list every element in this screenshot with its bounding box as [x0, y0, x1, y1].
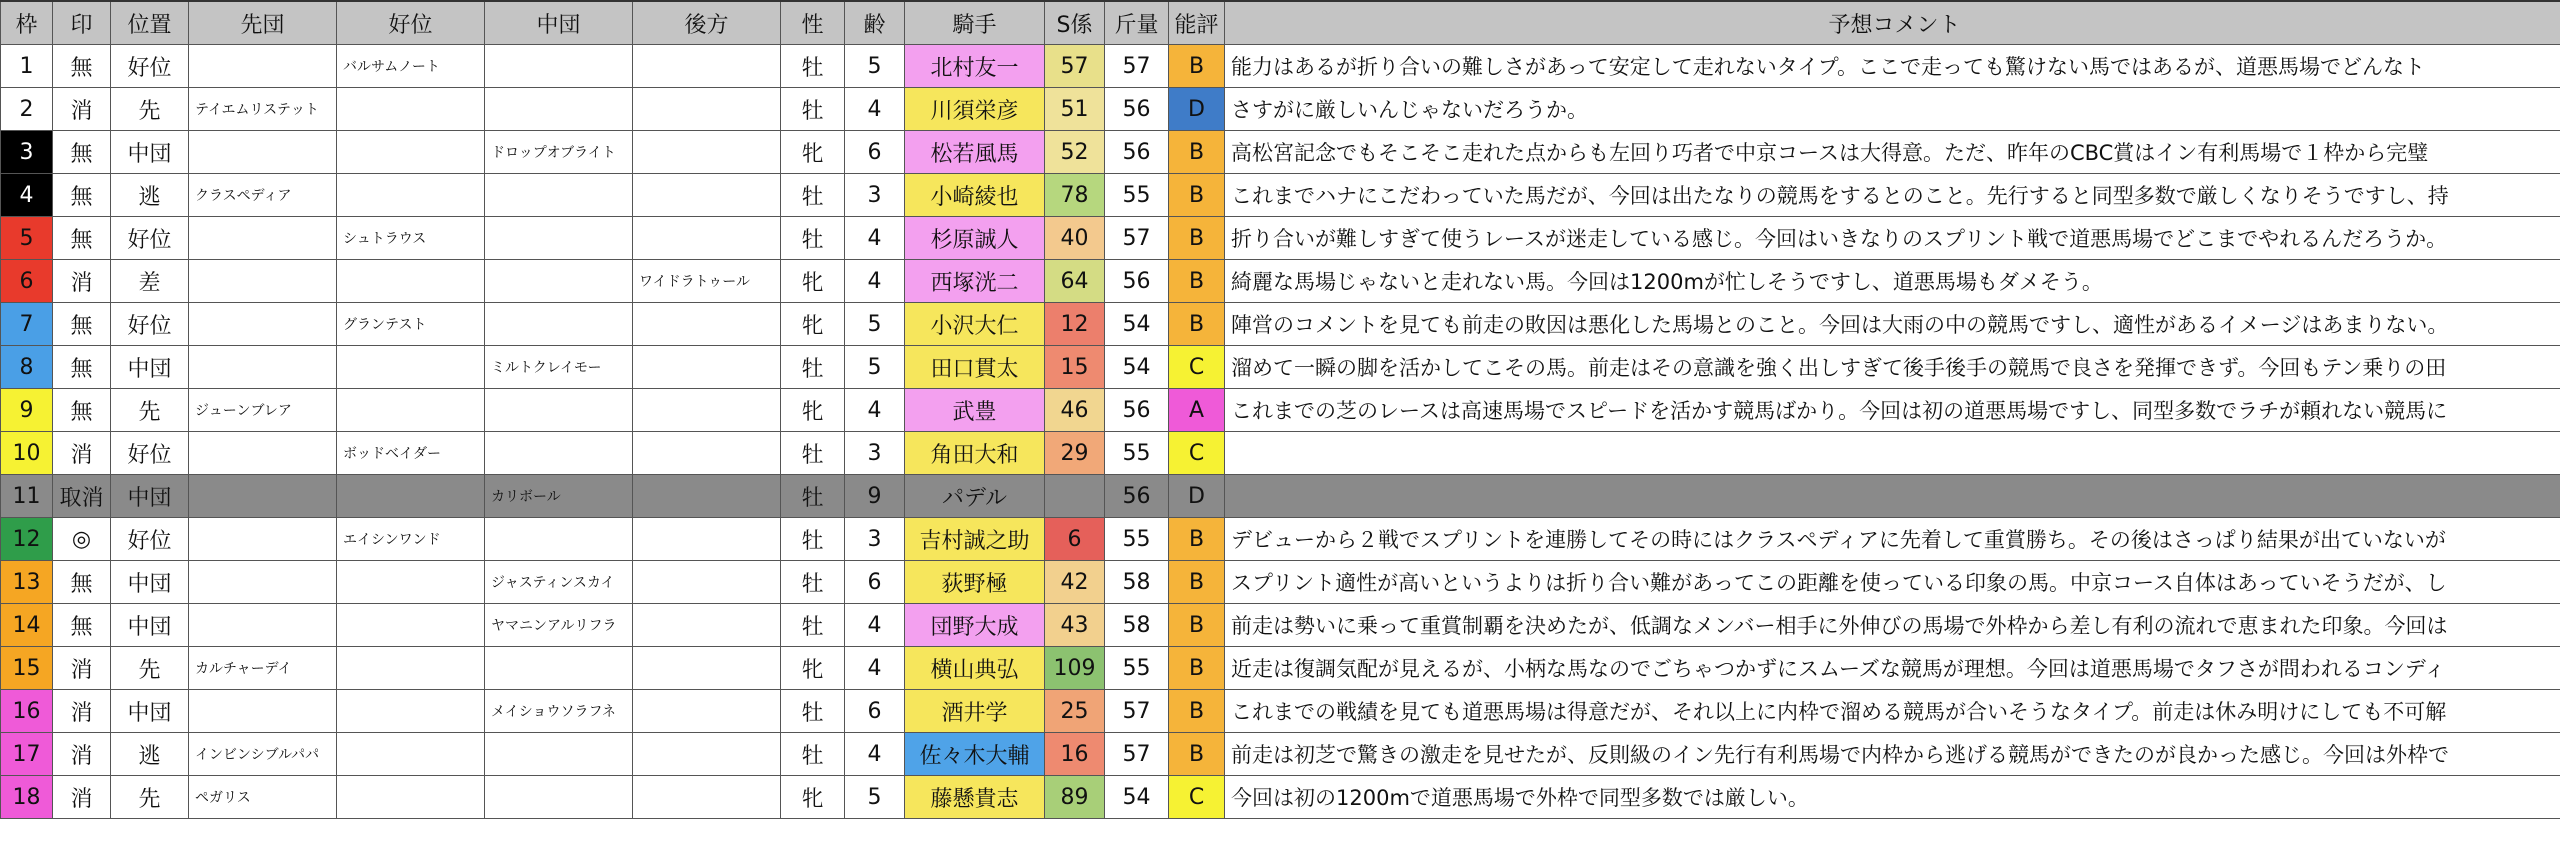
cell-position[interactable]: 逃 [111, 174, 189, 217]
cell-comment[interactable]: スプリント適性が高いというよりは折り合い難があってこの距離を使っている印象の馬。中京コース自体はあっていそうだが、し [1225, 561, 2560, 604]
cell-chudan[interactable] [485, 88, 633, 131]
cell-weight[interactable]: 55 [1105, 432, 1169, 475]
cell-jockey[interactable]: 西塚洸二 [905, 260, 1045, 303]
cell-weight[interactable]: 56 [1105, 131, 1169, 174]
cell-waku[interactable]: 9 [1, 389, 53, 432]
cell-waku[interactable]: 1 [1, 45, 53, 88]
col-kohou-header[interactable]: 後方 [633, 1, 781, 45]
cell-grade[interactable]: D [1169, 88, 1225, 131]
cell-chudan[interactable] [485, 518, 633, 561]
cell-jockey[interactable]: 団野大成 [905, 604, 1045, 647]
cell-mark[interactable]: 消 [53, 690, 111, 733]
col-sendan-header[interactable]: 先団 [189, 1, 337, 45]
cell-weight[interactable]: 55 [1105, 174, 1169, 217]
cell-position[interactable]: 中団 [111, 561, 189, 604]
col-comment-header[interactable]: 予想コメント [1225, 1, 2560, 45]
cell-waku[interactable]: 10 [1, 432, 53, 475]
cell-kohou[interactable] [633, 432, 781, 475]
cell-weight[interactable]: 55 [1105, 518, 1169, 561]
cell-weight[interactable]: 56 [1105, 260, 1169, 303]
cell-grade[interactable]: D [1169, 475, 1225, 518]
cell-grade[interactable]: B [1169, 604, 1225, 647]
cell-weight[interactable]: 57 [1105, 217, 1169, 260]
cell-sendan[interactable] [189, 303, 337, 346]
cell-s[interactable]: 52 [1045, 131, 1105, 174]
col-position-header[interactable]: 位置 [111, 1, 189, 45]
cell-jockey[interactable]: 田口貫太 [905, 346, 1045, 389]
cell-weight[interactable]: 57 [1105, 45, 1169, 88]
col-grade-header[interactable]: 能評 [1169, 1, 1225, 45]
cell-weight[interactable]: 54 [1105, 303, 1169, 346]
cell-waku[interactable]: 3 [1, 131, 53, 174]
cell-waku[interactable]: 2 [1, 88, 53, 131]
table-row[interactable] [1, 217, 2560, 260]
cell-mark[interactable]: 無 [53, 604, 111, 647]
cell-position[interactable]: 中団 [111, 346, 189, 389]
cell-s[interactable]: 109 [1045, 647, 1105, 690]
cell-sex[interactable]: 牝 [781, 303, 845, 346]
table-row[interactable] [1, 518, 2560, 561]
col-chudan-header[interactable]: 中団 [485, 1, 633, 45]
table-row[interactable] [1, 733, 2560, 776]
cell-chudan[interactable] [485, 389, 633, 432]
cell-grade[interactable]: B [1169, 647, 1225, 690]
cell-mark[interactable]: 消 [53, 88, 111, 131]
cell-sendan[interactable]: クラスペディア [189, 174, 337, 217]
cell-comment[interactable]: 折り合いが難しすぎて使うレースが迷走している感じ。今回はいきなりのスプリント戦で道悪馬場でどこまでやれるんだろうか。 [1225, 217, 2560, 260]
cell-sendan[interactable] [189, 432, 337, 475]
cell-s[interactable]: 29 [1045, 432, 1105, 475]
cell-chudan[interactable] [485, 432, 633, 475]
cell-position[interactable]: 好位 [111, 518, 189, 561]
table-row[interactable] [1, 303, 2560, 346]
cell-position[interactable]: 先 [111, 88, 189, 131]
cell-comment[interactable]: 高松宮記念でもそこそこ走れた点からも左回り巧者で中京コースは大得意。ただ、昨年のCBC賞はイン有利馬場で１枠から完璧 [1225, 131, 2560, 174]
cell-sendan[interactable] [189, 604, 337, 647]
cell-jockey[interactable]: 北村友一 [905, 45, 1045, 88]
cell-age[interactable]: 6 [845, 561, 905, 604]
cell-jockey[interactable]: 酒井学 [905, 690, 1045, 733]
cell-mark[interactable]: 無 [53, 217, 111, 260]
cell-grade[interactable]: B [1169, 518, 1225, 561]
cell-jockey[interactable]: パデル [905, 475, 1045, 518]
cell-sendan[interactable] [189, 475, 337, 518]
cell-chudan[interactable]: カリボール [485, 475, 633, 518]
cell-kohou[interactable] [633, 389, 781, 432]
cell-mark[interactable]: 消 [53, 432, 111, 475]
cell-chudan[interactable] [485, 647, 633, 690]
cell-comment[interactable]: これまでの芝のレースは高速馬場でスピードを活かす競馬ばかり。今回は初の道悪馬場ですし、同型多数でラチが頼れない競馬に [1225, 389, 2560, 432]
table-row[interactable] [1, 604, 2560, 647]
cell-s[interactable]: 15 [1045, 346, 1105, 389]
cell-comment[interactable]: 綺麗な馬場じゃないと走れない馬。今回は1200mが忙しそうですし、道悪馬場もダメそう。 [1225, 260, 2560, 303]
cell-jockey[interactable]: 横山典弘 [905, 647, 1045, 690]
cell-kohou[interactable] [633, 346, 781, 389]
cell-chudan[interactable] [485, 303, 633, 346]
cell-position[interactable]: 中団 [111, 604, 189, 647]
cell-jockey[interactable]: 川須栄彦 [905, 88, 1045, 131]
cell-position[interactable]: 好位 [111, 45, 189, 88]
cell-chudan[interactable] [485, 733, 633, 776]
table-row[interactable] [1, 475, 2560, 518]
cell-mark[interactable]: 消 [53, 776, 111, 819]
cell-mark[interactable]: 消 [53, 733, 111, 776]
cell-age[interactable]: 4 [845, 389, 905, 432]
cell-kohou[interactable] [633, 45, 781, 88]
cell-jockey[interactable]: 小崎綾也 [905, 174, 1045, 217]
cell-position[interactable]: 好位 [111, 303, 189, 346]
cell-s[interactable]: 40 [1045, 217, 1105, 260]
cell-jockey[interactable]: 荻野極 [905, 561, 1045, 604]
table-row[interactable] [1, 131, 2560, 174]
cell-age[interactable]: 9 [845, 475, 905, 518]
col-weight-header[interactable]: 斤量 [1105, 1, 1169, 45]
cell-koui[interactable]: グランテスト [337, 303, 485, 346]
cell-position[interactable]: 逃 [111, 733, 189, 776]
cell-comment[interactable] [1225, 432, 2560, 475]
cell-age[interactable]: 4 [845, 647, 905, 690]
cell-kohou[interactable] [633, 647, 781, 690]
cell-sendan[interactable] [189, 45, 337, 88]
cell-position[interactable]: 好位 [111, 432, 189, 475]
table-row[interactable] [1, 346, 2560, 389]
cell-koui[interactable] [337, 690, 485, 733]
cell-koui[interactable]: バルサムノート [337, 45, 485, 88]
table-row[interactable] [1, 561, 2560, 604]
cell-mark[interactable]: 無 [53, 131, 111, 174]
cell-koui[interactable] [337, 561, 485, 604]
cell-sex[interactable]: 牡 [781, 475, 845, 518]
cell-s[interactable]: 89 [1045, 776, 1105, 819]
cell-comment[interactable]: これまでハナにこだわっていた馬だが、今回は出たなりの競馬をするとのこと。先行すると同型多数で厳しくなりそうですし、持 [1225, 174, 2560, 217]
cell-weight[interactable]: 57 [1105, 733, 1169, 776]
table-row[interactable] [1, 88, 2560, 131]
cell-age[interactable]: 5 [845, 45, 905, 88]
cell-chudan[interactable]: ヤマニンアルリフラ [485, 604, 633, 647]
cell-s[interactable]: 43 [1045, 604, 1105, 647]
cell-mark[interactable]: 無 [53, 561, 111, 604]
cell-age[interactable]: 3 [845, 174, 905, 217]
cell-sex[interactable]: 牡 [781, 690, 845, 733]
cell-sendan[interactable]: インビンシブルパパ [189, 733, 337, 776]
cell-weight[interactable]: 54 [1105, 776, 1169, 819]
cell-grade[interactable]: B [1169, 561, 1225, 604]
cell-sex[interactable]: 牝 [781, 131, 845, 174]
col-waku-header[interactable]: 枠 [1, 1, 53, 45]
cell-position[interactable]: 好位 [111, 217, 189, 260]
cell-waku[interactable]: 15 [1, 647, 53, 690]
cell-kohou[interactable] [633, 475, 781, 518]
cell-weight[interactable]: 56 [1105, 389, 1169, 432]
cell-grade[interactable]: C [1169, 432, 1225, 475]
col-s-header[interactable]: S係 [1045, 1, 1105, 45]
cell-grade[interactable]: C [1169, 346, 1225, 389]
cell-weight[interactable]: 56 [1105, 475, 1169, 518]
table-row[interactable] [1, 432, 2560, 475]
cell-sendan[interactable] [189, 561, 337, 604]
table-row[interactable] [1, 174, 2560, 217]
cell-comment[interactable]: 前走は勢いに乗って重賞制覇を決めたが、低調なメンバー相手に外伸びの馬場で外枠から差し有利の流れで恵まれた印象。今回は [1225, 604, 2560, 647]
table-row[interactable] [1, 389, 2560, 432]
cell-waku[interactable]: 7 [1, 303, 53, 346]
cell-comment[interactable]: 近走は復調気配が見えるが、小柄な馬なのでごちゃつかずにスムーズな競馬が理想。今回は道悪馬場でタフさが問われるコンディ [1225, 647, 2560, 690]
cell-sex[interactable]: 牡 [781, 174, 845, 217]
cell-sendan[interactable] [189, 346, 337, 389]
cell-position[interactable]: 中団 [111, 475, 189, 518]
cell-age[interactable]: 4 [845, 604, 905, 647]
cell-sex[interactable]: 牡 [781, 733, 845, 776]
cell-koui[interactable] [337, 174, 485, 217]
cell-koui[interactable] [337, 776, 485, 819]
cell-sendan[interactable] [189, 217, 337, 260]
cell-age[interactable]: 5 [845, 303, 905, 346]
cell-mark[interactable]: 取消 [53, 475, 111, 518]
cell-koui[interactable]: エイシンワンド [337, 518, 485, 561]
cell-sendan[interactable]: テイエムリステット [189, 88, 337, 131]
cell-position[interactable]: 差 [111, 260, 189, 303]
cell-s[interactable]: 16 [1045, 733, 1105, 776]
cell-chudan[interactable] [485, 174, 633, 217]
cell-weight[interactable]: 58 [1105, 561, 1169, 604]
cell-mark[interactable]: 無 [53, 389, 111, 432]
cell-sendan[interactable] [189, 131, 337, 174]
cell-age[interactable]: 4 [845, 217, 905, 260]
cell-comment[interactable]: 陣営のコメントを見ても前走の敗因は悪化した馬場とのこと。今回は大雨の中の競馬ですし、適性があるイメージはあまりない。 [1225, 303, 2560, 346]
cell-kohou[interactable] [633, 303, 781, 346]
cell-kohou[interactable] [633, 561, 781, 604]
table-row[interactable] [1, 260, 2560, 303]
table-row[interactable] [1, 647, 2560, 690]
cell-koui[interactable] [337, 88, 485, 131]
cell-age[interactable]: 6 [845, 131, 905, 174]
cell-mark[interactable]: 無 [53, 346, 111, 389]
cell-koui[interactable] [337, 131, 485, 174]
cell-jockey[interactable]: 吉村誠之助 [905, 518, 1045, 561]
cell-sex[interactable]: 牝 [781, 647, 845, 690]
cell-waku[interactable]: 5 [1, 217, 53, 260]
cell-weight[interactable]: 57 [1105, 690, 1169, 733]
cell-s[interactable]: 64 [1045, 260, 1105, 303]
cell-waku[interactable]: 8 [1, 346, 53, 389]
cell-weight[interactable]: 55 [1105, 647, 1169, 690]
cell-mark[interactable]: 無 [53, 174, 111, 217]
cell-grade[interactable]: B [1169, 131, 1225, 174]
cell-sex[interactable]: 牡 [781, 45, 845, 88]
cell-age[interactable]: 6 [845, 690, 905, 733]
cell-sendan[interactable]: ペガリス [189, 776, 337, 819]
cell-chudan[interactable] [485, 776, 633, 819]
cell-age[interactable]: 5 [845, 346, 905, 389]
cell-waku[interactable]: 13 [1, 561, 53, 604]
cell-s[interactable]: 6 [1045, 518, 1105, 561]
cell-waku[interactable]: 17 [1, 733, 53, 776]
cell-grade[interactable]: B [1169, 45, 1225, 88]
cell-s[interactable]: 25 [1045, 690, 1105, 733]
cell-mark[interactable]: 無 [53, 303, 111, 346]
cell-grade[interactable]: B [1169, 260, 1225, 303]
cell-sendan[interactable] [189, 518, 337, 561]
col-koui-header[interactable]: 好位 [337, 1, 485, 45]
cell-waku[interactable]: 14 [1, 604, 53, 647]
cell-chudan[interactable] [485, 45, 633, 88]
cell-sex[interactable]: 牡 [781, 561, 845, 604]
cell-waku[interactable]: 11 [1, 475, 53, 518]
cell-kohou[interactable] [633, 518, 781, 561]
cell-age[interactable]: 4 [845, 260, 905, 303]
cell-sex[interactable]: 牡 [781, 346, 845, 389]
cell-weight[interactable]: 54 [1105, 346, 1169, 389]
cell-koui[interactable] [337, 604, 485, 647]
cell-s[interactable] [1045, 475, 1105, 518]
cell-grade[interactable]: B [1169, 690, 1225, 733]
cell-koui[interactable] [337, 647, 485, 690]
cell-chudan[interactable] [485, 260, 633, 303]
cell-age[interactable]: 5 [845, 776, 905, 819]
cell-position[interactable]: 先 [111, 776, 189, 819]
cell-waku[interactable]: 6 [1, 260, 53, 303]
cell-sex[interactable]: 牡 [781, 217, 845, 260]
cell-position[interactable]: 先 [111, 647, 189, 690]
cell-jockey[interactable]: 佐々木大輔 [905, 733, 1045, 776]
cell-grade[interactable]: B [1169, 303, 1225, 346]
cell-koui[interactable]: シュトラウス [337, 217, 485, 260]
cell-waku[interactable]: 4 [1, 174, 53, 217]
cell-sex[interactable]: 牡 [781, 518, 845, 561]
cell-koui[interactable] [337, 260, 485, 303]
col-mark-header[interactable]: 印 [53, 1, 111, 45]
cell-kohou[interactable] [633, 776, 781, 819]
cell-kohou[interactable] [633, 690, 781, 733]
cell-mark[interactable]: ◎ [53, 518, 111, 561]
cell-sex[interactable]: 牡 [781, 88, 845, 131]
cell-comment[interactable]: 溜めて一瞬の脚を活かしてこその馬。前走はその意識を強く出しすぎて後手後手の競馬で良さを発揮できず。今回もテン乗りの田 [1225, 346, 2560, 389]
cell-comment[interactable]: 能力はあるが折り合いの難しさがあって安定して走れないタイプ。ここで走っても驚けない馬ではあるが、道悪馬場でどんなト [1225, 45, 2560, 88]
cell-waku[interactable]: 12 [1, 518, 53, 561]
cell-s[interactable]: 46 [1045, 389, 1105, 432]
cell-koui[interactable]: ボッドベイダー [337, 432, 485, 475]
cell-position[interactable]: 中団 [111, 690, 189, 733]
cell-chudan[interactable]: ドロップオブライト [485, 131, 633, 174]
cell-s[interactable]: 51 [1045, 88, 1105, 131]
cell-koui[interactable] [337, 389, 485, 432]
cell-age[interactable]: 3 [845, 518, 905, 561]
cell-kohou[interactable] [633, 217, 781, 260]
cell-sendan[interactable]: カルチャーデイ [189, 647, 337, 690]
col-age-header[interactable]: 齢 [845, 1, 905, 45]
cell-sex[interactable]: 牝 [781, 776, 845, 819]
cell-s[interactable]: 42 [1045, 561, 1105, 604]
cell-waku[interactable]: 16 [1, 690, 53, 733]
cell-comment[interactable]: これまでの戦績を見ても道悪馬場は得意だが、それ以上に内枠で溜める競馬が合いそうなタイプ。前走は休み明けにしても不可解 [1225, 690, 2560, 733]
cell-sex[interactable]: 牡 [781, 432, 845, 475]
cell-koui[interactable] [337, 475, 485, 518]
cell-position[interactable]: 先 [111, 389, 189, 432]
cell-weight[interactable]: 56 [1105, 88, 1169, 131]
cell-comment[interactable] [1225, 475, 2560, 518]
cell-jockey[interactable]: 杉原誠人 [905, 217, 1045, 260]
cell-jockey[interactable]: 武豊 [905, 389, 1045, 432]
cell-jockey[interactable]: 角田大和 [905, 432, 1045, 475]
cell-age[interactable]: 3 [845, 432, 905, 475]
cell-age[interactable]: 4 [845, 88, 905, 131]
cell-s[interactable]: 12 [1045, 303, 1105, 346]
cell-kohou[interactable] [633, 88, 781, 131]
cell-grade[interactable]: C [1169, 776, 1225, 819]
table-row[interactable] [1, 776, 2560, 819]
cell-mark[interactable]: 消 [53, 647, 111, 690]
cell-sex[interactable]: 牡 [781, 604, 845, 647]
cell-koui[interactable] [337, 733, 485, 776]
cell-sendan[interactable] [189, 690, 337, 733]
cell-s[interactable]: 57 [1045, 45, 1105, 88]
cell-koui[interactable] [337, 346, 485, 389]
cell-jockey[interactable]: 小沢大仁 [905, 303, 1045, 346]
cell-kohou[interactable] [633, 131, 781, 174]
col-jockey-header[interactable]: 騎手 [905, 1, 1045, 45]
cell-kohou[interactable] [633, 733, 781, 776]
table-row[interactable] [1, 690, 2560, 733]
cell-comment[interactable]: 前走は初芝で驚きの激走を見せたが、反則級のイン先行有利馬場で内枠から逃げる競馬ができたのが良かった感じ。今回は外枠で [1225, 733, 2560, 776]
table-body [1, 45, 2560, 819]
cell-grade[interactable]: A [1169, 389, 1225, 432]
cell-kohou[interactable]: ワイドラトゥール [633, 260, 781, 303]
cell-comment[interactable]: 今回は初の1200mで道悪馬場で外枠で同型多数では厳しい。 [1225, 776, 2560, 819]
cell-chudan[interactable]: ミルトクレイモー [485, 346, 633, 389]
cell-jockey[interactable]: 松若風馬 [905, 131, 1045, 174]
cell-sendan[interactable]: ジューンブレア [189, 389, 337, 432]
cell-grade[interactable]: B [1169, 174, 1225, 217]
header-row [1, 1, 2560, 45]
cell-position[interactable]: 中団 [111, 131, 189, 174]
table-row[interactable] [1, 45, 2560, 88]
cell-comment[interactable]: さすがに厳しいんじゃないだろうか。 [1225, 88, 2560, 131]
cell-mark[interactable]: 消 [53, 260, 111, 303]
cell-kohou[interactable] [633, 604, 781, 647]
cell-kohou[interactable] [633, 174, 781, 217]
cell-age[interactable]: 4 [845, 733, 905, 776]
cell-grade[interactable]: B [1169, 217, 1225, 260]
cell-sex[interactable]: 牝 [781, 260, 845, 303]
cell-sex[interactable]: 牝 [781, 389, 845, 432]
cell-mark[interactable]: 無 [53, 45, 111, 88]
col-sex-header[interactable]: 性 [781, 1, 845, 45]
cell-comment[interactable]: デビューから２戦でスプリントを連勝してその時にはクラスペディアに先着して重賞勝ち。その後はさっぱり結果が出ていないが [1225, 518, 2560, 561]
cell-waku[interactable]: 18 [1, 776, 53, 819]
cell-chudan[interactable] [485, 217, 633, 260]
cell-chudan[interactable]: ジャスティンスカイ [485, 561, 633, 604]
cell-sendan[interactable] [189, 260, 337, 303]
cell-s[interactable]: 78 [1045, 174, 1105, 217]
cell-chudan[interactable]: メイショウソラフネ [485, 690, 633, 733]
cell-jockey[interactable]: 藤懸貴志 [905, 776, 1045, 819]
cell-weight[interactable]: 58 [1105, 604, 1169, 647]
cell-grade[interactable]: B [1169, 733, 1225, 776]
